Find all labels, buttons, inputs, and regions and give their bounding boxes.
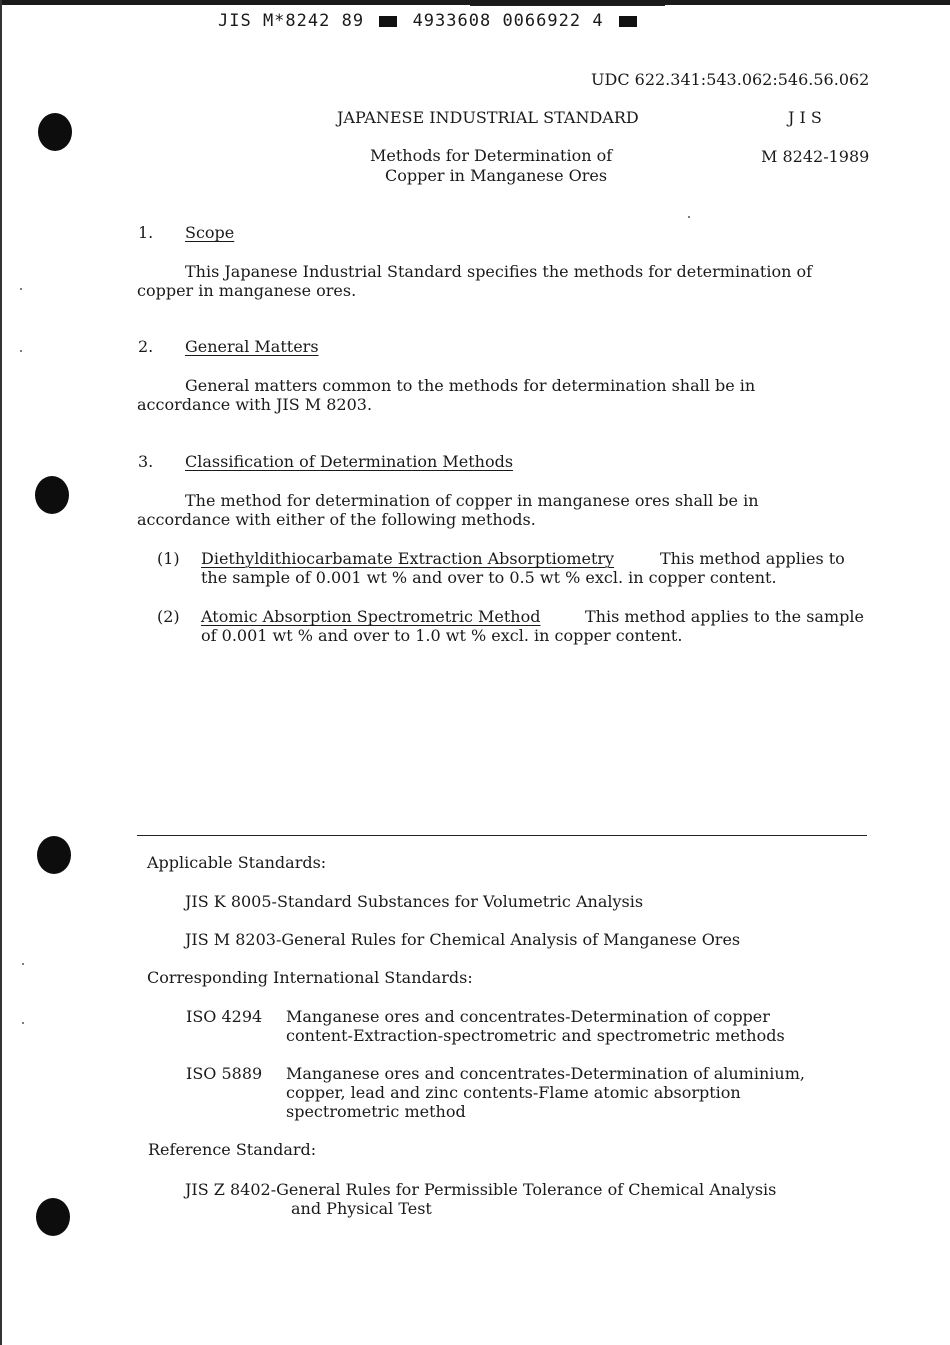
punch-hole-icon xyxy=(38,113,72,151)
barcode-block-icon xyxy=(619,16,637,27)
section-number: 3. xyxy=(138,452,154,471)
scan-speck xyxy=(688,216,690,218)
iso-code: ISO 5889 xyxy=(186,1064,263,1083)
iso-description-line: content-Extraction-spectrometric and spectrometric methods xyxy=(286,1026,785,1045)
reference-standard-line: JIS Z 8402-General Rules for Permissible Tolerance of Chemical Analysis xyxy=(185,1180,777,1199)
method-text-line: the sample of 0.001 wt % and over to 0.5 wt % excl. in copper content. xyxy=(201,568,777,587)
reference-standard-heading: Reference Standard: xyxy=(148,1140,317,1159)
scan-speck xyxy=(22,963,24,965)
scan-speck xyxy=(20,350,22,352)
section-body-line: General matters common to the methods for determination shall be in xyxy=(185,376,756,395)
iso-code: ISO 4294 xyxy=(186,1007,263,1026)
reference-standard-line: and Physical Test xyxy=(291,1199,432,1218)
method-number: (2) xyxy=(157,607,180,626)
barcode-block-icon xyxy=(379,16,397,27)
section-number: 1. xyxy=(138,223,154,242)
page-left-edge xyxy=(0,0,2,1345)
punch-hole-icon xyxy=(35,476,69,514)
barcode-text-1: JIS M*8242 89 xyxy=(218,11,365,31)
applicable-standard-item: JIS M 8203-General Rules for Chemical Analysis of Manganese Ores xyxy=(185,930,741,949)
method-text-line: This method applies to xyxy=(660,549,845,568)
section-number: 2. xyxy=(138,337,154,356)
barcode-header xyxy=(218,11,641,31)
document-title-line2: Copper in Manganese Ores xyxy=(385,166,608,185)
scan-speck xyxy=(20,288,22,290)
applicable-standards-heading: Applicable Standards: xyxy=(147,853,327,872)
iso-description-line: Manganese ores and concentrates-Determination of copper xyxy=(286,1007,770,1026)
iso-description-line: copper, lead and zinc contents-Flame atomic absorption xyxy=(286,1083,741,1102)
iso-description-line: Manganese ores and concentrates-Determination of aluminium, xyxy=(286,1064,805,1083)
barcode-text-2: 4933608 0066922 4 xyxy=(412,11,604,31)
barcode-overline xyxy=(470,5,665,6)
section-title: Scope xyxy=(185,223,235,242)
method-number: (1) xyxy=(157,549,180,568)
footer-divider xyxy=(137,835,867,836)
jis-label: J I S xyxy=(788,108,822,127)
applicable-standard-item: JIS K 8005-Standard Substances for Volumetric Analysis xyxy=(185,892,644,911)
section-title: Classification of Determination Methods xyxy=(185,452,514,471)
section-body-line: This Japanese Industrial Standard specifies the methods for determination of xyxy=(185,262,813,281)
method-name: Atomic Absorption Spectrometric Method xyxy=(201,607,541,626)
section-title: General Matters xyxy=(185,337,319,356)
punch-hole-icon xyxy=(36,1198,70,1236)
section-body-line: accordance with either of the following methods. xyxy=(137,510,536,529)
punch-hole-icon xyxy=(37,836,71,874)
designation-number: M 8242-1989 xyxy=(761,147,870,166)
section-body-line: The method for determination of copper in manganese ores shall be in xyxy=(185,491,759,510)
standard-name: JAPANESE INDUSTRIAL STANDARD xyxy=(337,108,639,127)
international-standards-heading: Corresponding International Standards: xyxy=(147,968,473,987)
document-title-line1: Methods for Determination of xyxy=(370,146,613,165)
section-body-line: accordance with JIS M 8203. xyxy=(137,395,373,414)
iso-description-line: spectrometric method xyxy=(286,1102,466,1121)
udc-code: UDC 622.341:543.062:546.56.062 xyxy=(591,70,870,89)
scan-speck xyxy=(22,1022,24,1024)
method-text-line: This method applies to the sample xyxy=(585,607,864,626)
section-body-line: copper in manganese ores. xyxy=(137,281,357,300)
method-text-line: of 0.001 wt % and over to 1.0 wt % excl. in copper content. xyxy=(201,626,683,645)
method-name: Diethyldithiocarbamate Extraction Absorptiometry xyxy=(201,549,615,568)
